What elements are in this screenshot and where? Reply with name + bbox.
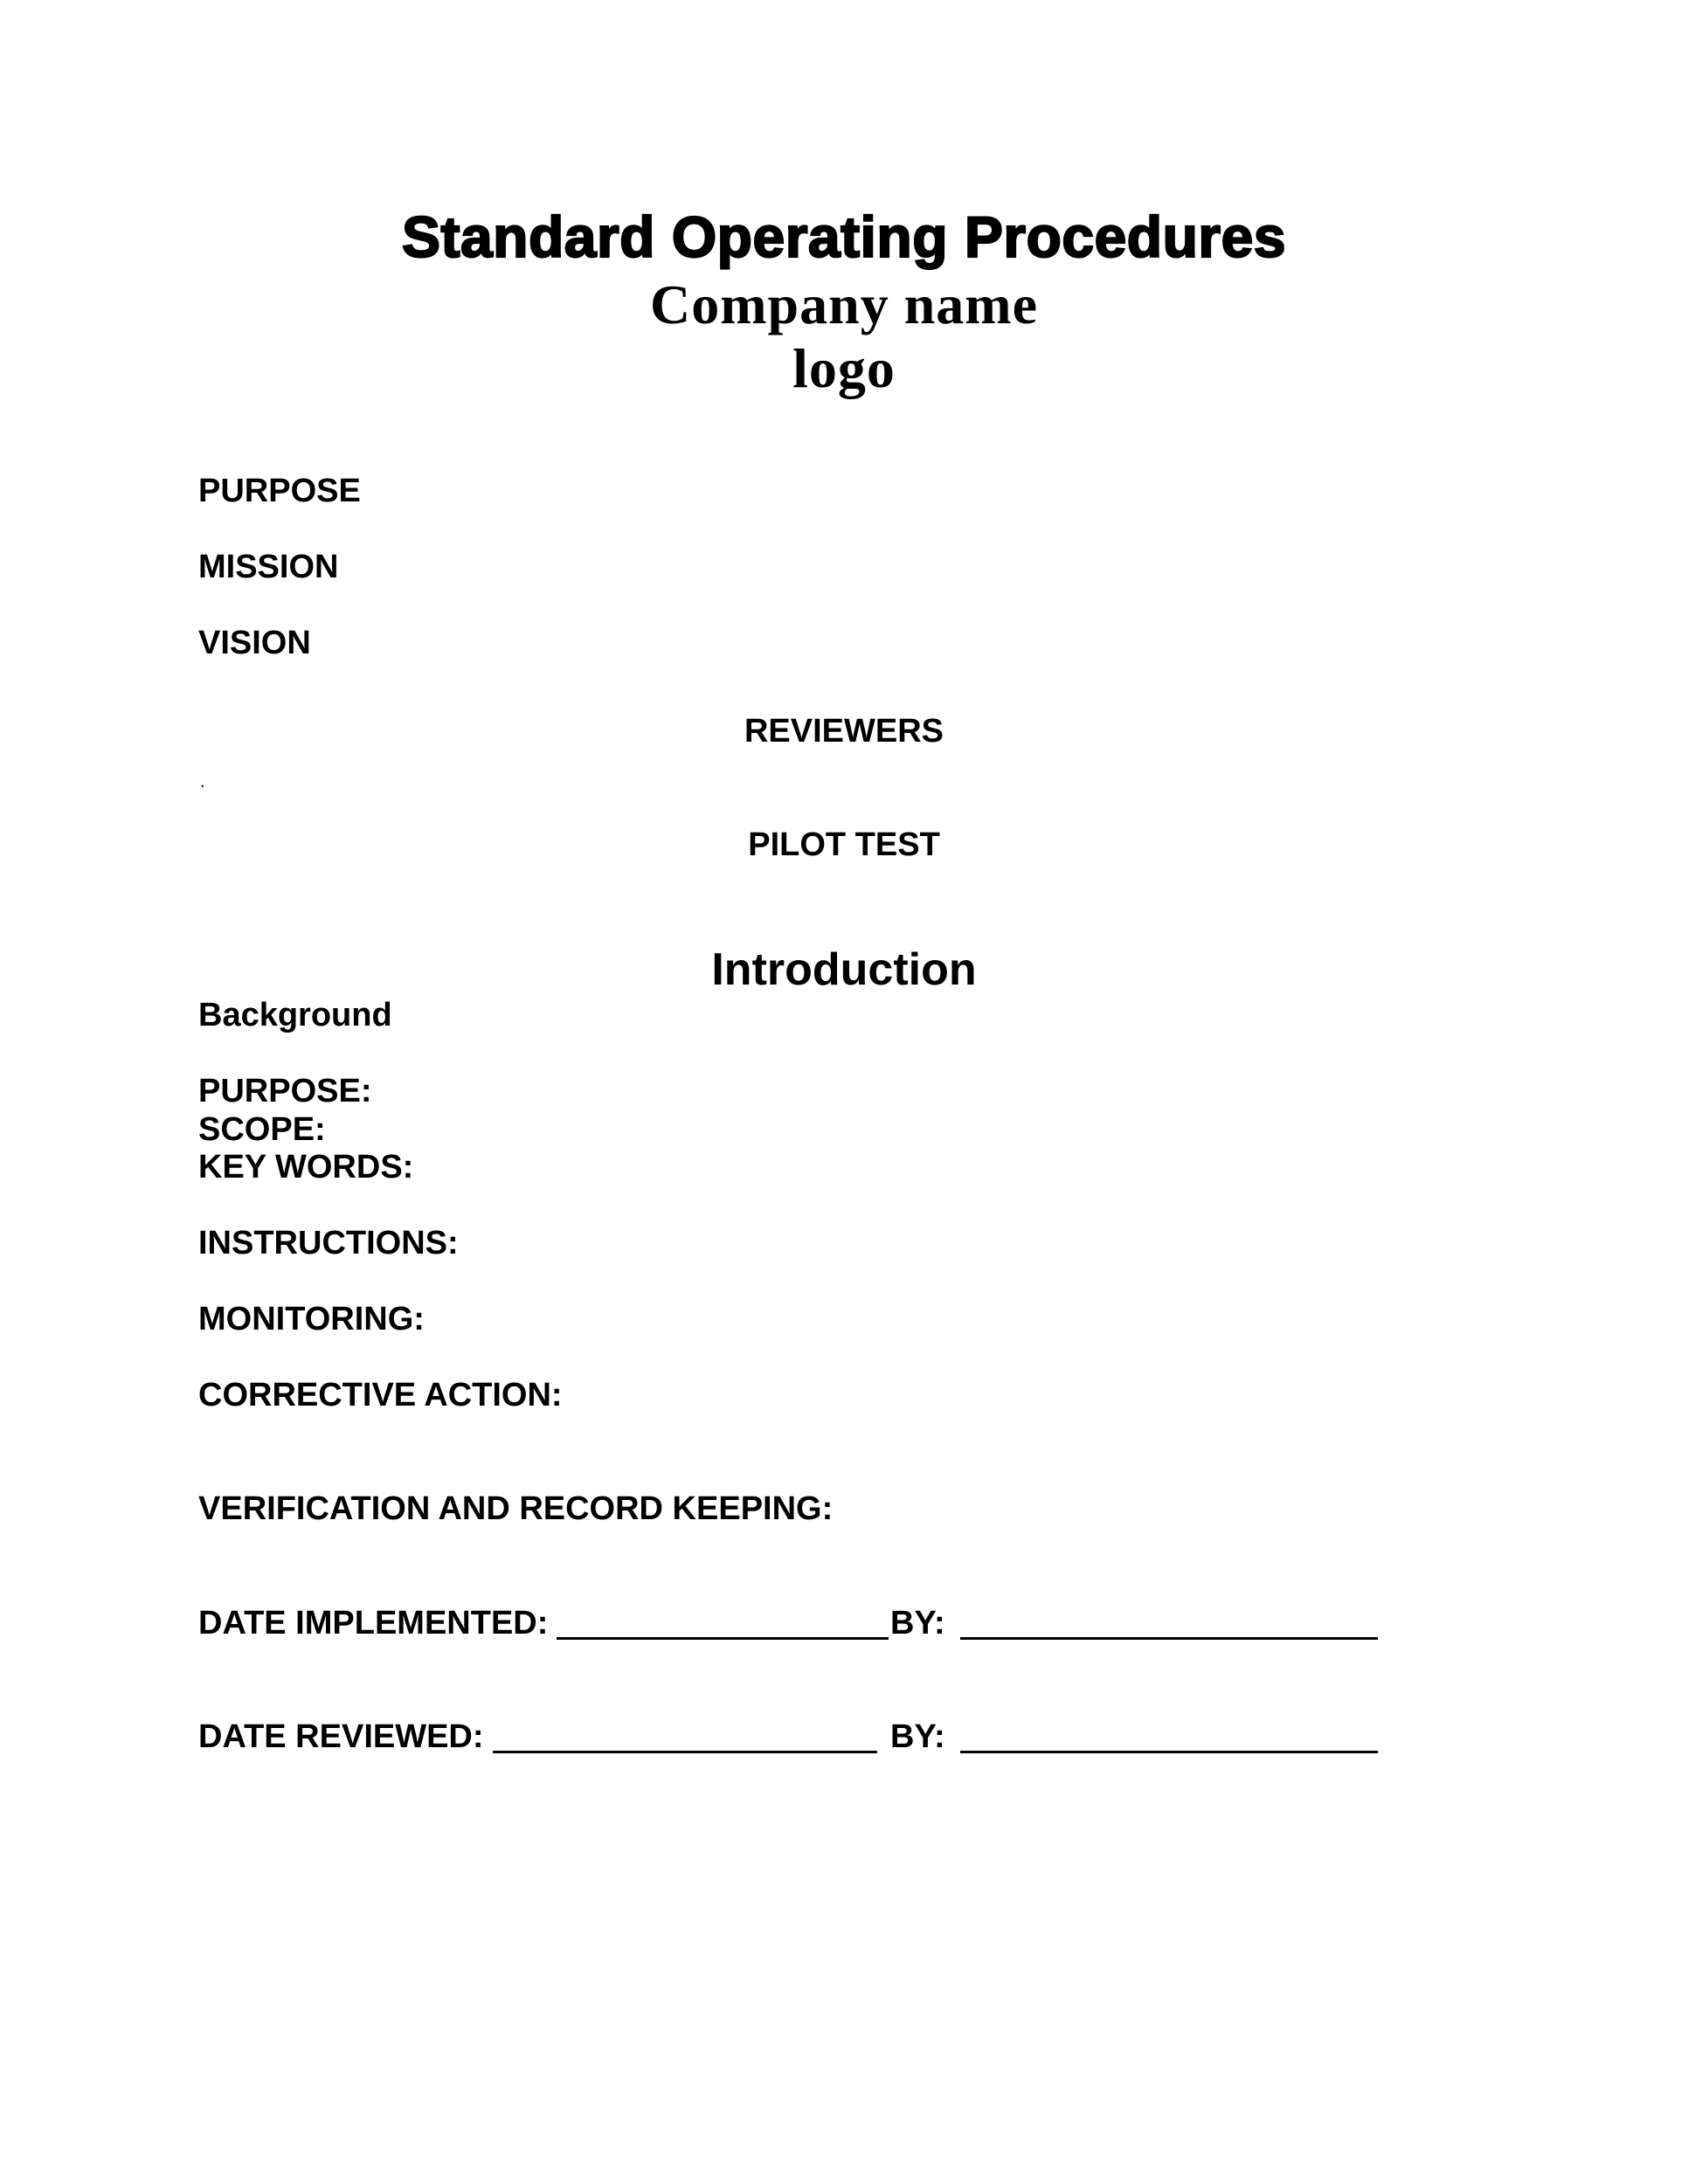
instructions-label: INSTRUCTIONS: <box>198 1225 459 1261</box>
vision-heading: VISION <box>198 625 311 661</box>
date-reviewed-line[interactable] <box>493 1751 877 1753</box>
pilot-test-heading: PILOT TEST <box>748 826 940 863</box>
corrective-action-label: CORRECTIVE ACTION: <box>198 1377 563 1413</box>
reviewed-by-line[interactable] <box>960 1751 1378 1753</box>
reviewed-by-label: BY: <box>890 1718 945 1755</box>
mission-heading: MISSION <box>198 549 339 585</box>
reviewers-heading: REVIEWERS <box>744 713 944 750</box>
date-implemented-label: DATE IMPLEMENTED: <box>198 1605 549 1641</box>
document-title: Standard Operating Procedures <box>401 204 1287 269</box>
purpose-label: PURPOSE: <box>198 1073 372 1109</box>
verification-label: VERIFICATION AND RECORD KEEPING: <box>198 1490 834 1527</box>
company-name: Company name <box>649 273 1039 335</box>
stray-mark: . <box>200 772 205 791</box>
purpose-heading: PURPOSE <box>198 473 361 509</box>
implemented-by-label: BY: <box>890 1605 945 1641</box>
date-reviewed-label: DATE REVIEWED: <box>198 1718 484 1755</box>
logo-placeholder: logo <box>792 337 896 399</box>
scope-label: SCOPE: <box>198 1111 326 1148</box>
key-words-label: KEY WORDS: <box>198 1149 414 1185</box>
background-label: Background <box>198 997 392 1033</box>
monitoring-label: MONITORING: <box>198 1301 425 1337</box>
implemented-by-line[interactable] <box>960 1637 1378 1640</box>
date-implemented-line[interactable] <box>557 1637 889 1640</box>
introduction-heading: Introduction <box>711 944 977 995</box>
